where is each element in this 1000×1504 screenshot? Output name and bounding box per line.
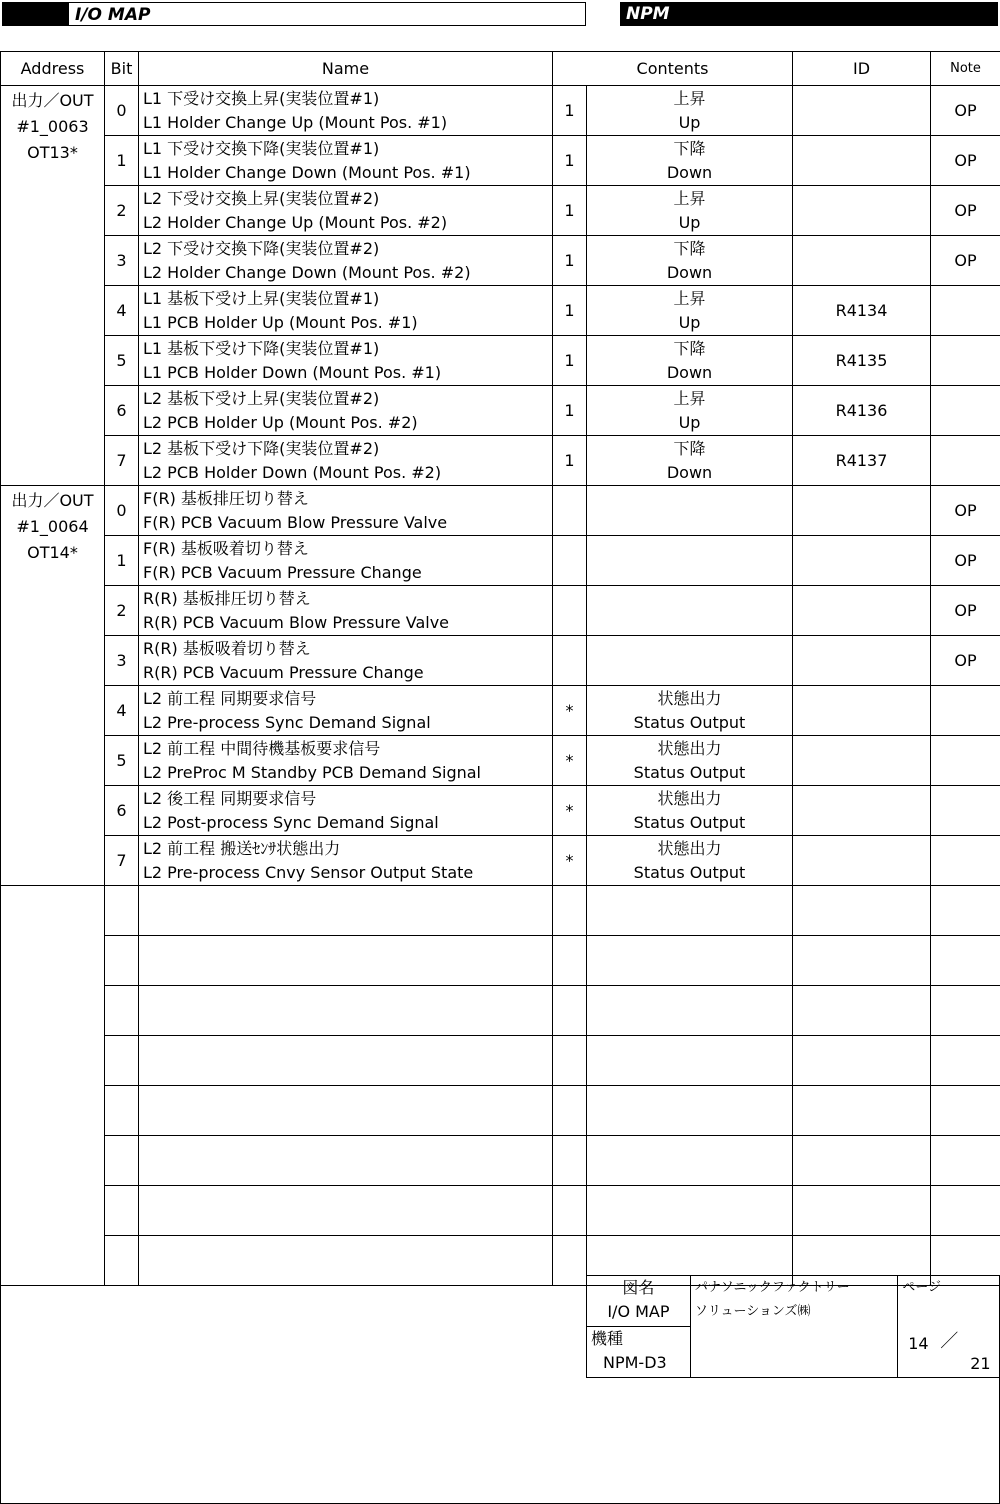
contents-cell [587, 186, 793, 236]
name-cell [139, 286, 553, 336]
name-cell [139, 786, 553, 836]
io-map-table [0, 51, 1000, 1286]
name-en: L2 Holder Change Down (Mount Pos. #2) [143, 262, 471, 282]
empty-cell [793, 986, 931, 1036]
id-cell [793, 836, 931, 886]
table-row [1, 736, 1000, 786]
contents-en: Up [678, 112, 701, 132]
contents-flag-cell [553, 636, 587, 686]
contents-flag-cell: 1 [553, 336, 587, 386]
contents-en: Status Output [633, 762, 746, 782]
bit-cell: 2 [105, 586, 139, 636]
id-cell [793, 686, 931, 736]
contents-flag-cell: 1 [553, 286, 587, 336]
id-cell: R4136 [793, 386, 931, 436]
name-en: R(R) PCB Vacuum Blow Pressure Valve [143, 612, 449, 632]
col-header-name: Name [139, 52, 553, 86]
bit-cell: 3 [105, 636, 139, 686]
name-en: L2 Holder Change Up (Mount Pos. #2) [143, 212, 448, 232]
col-header-id: ID [793, 52, 931, 86]
empty-cell [553, 1186, 587, 1236]
table-row [1, 786, 1000, 836]
name-jp: L2 基板下受け上昇(実装位置#2) [143, 388, 380, 408]
contents-jp: 状態出力 [657, 838, 722, 858]
contents-en: Status Output [633, 712, 746, 732]
note-cell: OP [931, 136, 1000, 186]
empty-cell [931, 1186, 1000, 1236]
name-jp: R(R) 基板吸着切り替え [143, 638, 311, 658]
empty-cell [587, 1086, 793, 1136]
contents-jp: 状態出力 [657, 688, 722, 708]
contents-jp: 上昇 [673, 188, 706, 208]
name-cell [139, 436, 553, 486]
empty-cell [587, 1036, 793, 1086]
address-line: #1_0064 [16, 517, 89, 536]
contents-flag-cell: 1 [553, 236, 587, 286]
contents-jp: 状態出力 [657, 738, 722, 758]
npm-header-bar [620, 2, 998, 26]
empty-cell [139, 1136, 553, 1186]
io-map-header-bar [2, 2, 586, 26]
bit-cell: 6 [105, 786, 139, 836]
contents-flag-cell: * [553, 686, 587, 736]
table-row [1, 486, 1000, 536]
name-cell [139, 186, 553, 236]
empty-cell [139, 1036, 553, 1086]
address-line: OT14* [27, 543, 78, 562]
name-en: L2 PCB Holder Down (Mount Pos. #2) [143, 462, 442, 482]
note-cell [931, 336, 1000, 386]
name-en: L1 Holder Change Down (Mount Pos. #1) [143, 162, 471, 182]
contents-en: Status Output [633, 812, 746, 832]
note-cell [931, 736, 1000, 786]
page-total: 21 [970, 1354, 991, 1373]
table-row [1, 636, 1000, 686]
name-cell [139, 86, 553, 136]
name-en: L2 PCB Holder Up (Mount Pos. #2) [143, 412, 418, 432]
contents-jp: 下降 [673, 238, 706, 258]
empty-cell [139, 936, 553, 986]
address-line: OT13* [27, 143, 78, 162]
name-jp: R(R) 基板排圧切り替え [143, 588, 311, 608]
id-cell: R4135 [793, 336, 931, 386]
contents-jp: 下降 [673, 138, 706, 158]
drawing-name: I/O MAP [607, 1302, 670, 1321]
name-cell [139, 386, 553, 436]
empty-cell [587, 986, 793, 1036]
empty-cell [553, 1036, 587, 1086]
empty-cell [105, 1086, 139, 1136]
id-cell [793, 536, 931, 586]
table-row [1, 186, 1000, 236]
model-cell [587, 1327, 691, 1378]
table-row [1, 536, 1000, 586]
page-label: ページ [902, 1280, 941, 1295]
contents-flag-cell [553, 586, 587, 636]
name-cell [139, 536, 553, 586]
name-cell [139, 686, 553, 736]
contents-jp: 状態出力 [657, 788, 722, 808]
empty-cell [793, 1086, 931, 1136]
contents-cell [587, 586, 793, 636]
name-jp: L2 下受け交換下降(実装位置#2) [143, 238, 380, 258]
company-cell [690, 1276, 897, 1378]
name-en: L2 PreProc M Standby PCB Demand Signal [143, 762, 481, 782]
note-cell [931, 286, 1000, 336]
empty-table-row [1, 886, 1000, 936]
page-separator: ／ [940, 1331, 959, 1352]
header-product: NPM [626, 4, 670, 24]
note-cell [931, 786, 1000, 836]
contents-cell [587, 436, 793, 486]
name-en: L2 Pre-process Sync Demand Signal [143, 712, 431, 732]
id-cell [793, 186, 931, 236]
note-cell: OP [931, 586, 1000, 636]
bit-cell: 5 [105, 336, 139, 386]
name-cell [139, 236, 553, 286]
note-cell: OP [931, 636, 1000, 686]
name-jp: L2 下受け交換上昇(実装位置#2) [143, 188, 380, 208]
bit-cell: 4 [105, 686, 139, 736]
table-row [1, 86, 1000, 136]
empty-cell [553, 886, 587, 936]
name-en: L1 Holder Change Up (Mount Pos. #1) [143, 112, 448, 132]
company-name-line2: ソリューションズ㈱ [694, 1304, 811, 1319]
bit-cell: 4 [105, 286, 139, 336]
contents-en: Down [666, 262, 713, 282]
bit-cell: 5 [105, 736, 139, 786]
note-cell [931, 836, 1000, 886]
empty-cell [931, 1136, 1000, 1186]
id-cell: R4134 [793, 286, 931, 336]
table-row [1, 336, 1000, 386]
contents-flag-cell: 1 [553, 186, 587, 236]
address-cell [1, 486, 105, 886]
address-line: #1_0063 [16, 117, 89, 136]
contents-flag-cell: 1 [553, 386, 587, 436]
contents-en: Status Output [633, 862, 746, 882]
name-en: R(R) PCB Vacuum Pressure Change [143, 662, 424, 682]
empty-table-row [1, 936, 1000, 986]
bit-cell: 6 [105, 386, 139, 436]
table-row [1, 836, 1000, 886]
col-header-note: Note [931, 52, 1000, 86]
name-jp: F(R) 基板吸着切り替え [143, 538, 309, 558]
empty-cell [587, 1136, 793, 1186]
empty-cell [553, 986, 587, 1036]
empty-cell [793, 1036, 931, 1086]
id-cell: R4137 [793, 436, 931, 486]
name-cell [139, 836, 553, 886]
id-cell [793, 786, 931, 836]
empty-cell [931, 986, 1000, 1036]
model-name: NPM-D3 [603, 1353, 667, 1372]
contents-jp: 下降 [673, 438, 706, 458]
contents-flag-cell: * [553, 786, 587, 836]
empty-cell [587, 936, 793, 986]
page-current: 14 [908, 1334, 929, 1353]
header-title: I/O MAP [75, 5, 151, 25]
table-row [1, 436, 1000, 486]
empty-cell [793, 1186, 931, 1236]
name-jp: L2 前工程 中間待機基板要求信号 [143, 738, 381, 758]
contents-flag-cell [553, 486, 587, 536]
company-name-line1: パナソニックファクトリー [694, 1280, 850, 1295]
contents-cell [587, 236, 793, 286]
contents-en: Up [678, 212, 701, 232]
contents-cell [587, 386, 793, 436]
empty-cell [587, 886, 793, 936]
bit-cell: 1 [105, 136, 139, 186]
footer-area [0, 1276, 1000, 1504]
empty-cell [139, 986, 553, 1036]
id-cell [793, 736, 931, 786]
name-jp: L2 基板下受け下降(実装位置#2) [143, 438, 380, 458]
contents-flag-cell: 1 [553, 136, 587, 186]
name-cell [139, 636, 553, 686]
contents-cell [587, 336, 793, 386]
table-row [1, 386, 1000, 436]
address-line: 出力／OUT [11, 91, 94, 110]
empty-table-row [1, 1086, 1000, 1136]
contents-jp: 上昇 [673, 88, 706, 108]
empty-cell [105, 886, 139, 936]
name-cell [139, 586, 553, 636]
contents-cell [587, 786, 793, 836]
empty-table-row [1, 1036, 1000, 1086]
note-cell: OP [931, 536, 1000, 586]
name-jp: F(R) 基板排圧切り替え [143, 488, 309, 508]
table-row [1, 586, 1000, 636]
col-header-bit: Bit [105, 52, 139, 86]
name-en: L2 Pre-process Cnvy Sensor Output State [143, 862, 474, 882]
name-cell [139, 486, 553, 536]
note-cell [931, 386, 1000, 436]
contents-cell [587, 536, 793, 586]
name-cell [139, 336, 553, 386]
note-cell: OP [931, 236, 1000, 286]
bit-cell: 3 [105, 236, 139, 286]
contents-flag-cell: 1 [553, 86, 587, 136]
name-en: F(R) PCB Vacuum Blow Pressure Valve [143, 512, 448, 532]
contents-cell [587, 636, 793, 686]
name-cell [139, 736, 553, 786]
contents-jp: 下降 [673, 338, 706, 358]
contents-cell [587, 686, 793, 736]
name-jp: L2 前工程 搬送ｾﾝｻ状態出力 [143, 838, 341, 858]
col-header-contents: Contents [553, 52, 793, 86]
empty-cell [105, 936, 139, 986]
empty-cell [105, 986, 139, 1036]
empty-cell [105, 1036, 139, 1086]
empty-cell [793, 1136, 931, 1186]
contents-jp: 上昇 [673, 288, 706, 308]
name-cell [139, 136, 553, 186]
contents-en: Down [666, 362, 713, 382]
contents-cell [587, 86, 793, 136]
contents-flag-cell: 1 [553, 436, 587, 486]
drawing-name-label: 図名 [622, 1278, 655, 1297]
empty-cell [931, 1036, 1000, 1086]
name-jp: L2 前工程 同期要求信号 [143, 688, 317, 708]
empty-cell [553, 1136, 587, 1186]
table-row [1, 136, 1000, 186]
bit-cell: 0 [105, 486, 139, 536]
name-jp: L1 下受け交換下降(実装位置#1) [143, 138, 380, 158]
bit-cell: 7 [105, 836, 139, 886]
address-line: 出力／OUT [11, 491, 94, 510]
name-jp: L2 後工程 同期要求信号 [143, 788, 317, 808]
table-header-row [1, 52, 1000, 86]
bit-cell: 7 [105, 436, 139, 486]
bit-cell: 1 [105, 536, 139, 586]
contents-cell [587, 486, 793, 536]
empty-cell [553, 1086, 587, 1136]
empty-cell [931, 886, 1000, 936]
empty-table-row [1, 1186, 1000, 1236]
empty-cell [793, 886, 931, 936]
empty-cell [105, 1186, 139, 1236]
address-cell [1, 86, 105, 486]
note-cell: OP [931, 186, 1000, 236]
header-black-fill [3, 3, 69, 25]
note-cell [931, 686, 1000, 736]
bit-cell: 0 [105, 86, 139, 136]
name-jp: L1 基板下受け下降(実装位置#1) [143, 338, 380, 358]
note-cell: OP [931, 86, 1000, 136]
empty-cell [931, 936, 1000, 986]
address-cell [1, 886, 105, 1286]
name-en: F(R) PCB Vacuum Pressure Change [143, 562, 422, 582]
empty-cell [139, 886, 553, 936]
id-cell [793, 136, 931, 186]
name-jp: L1 基板下受け上昇(実装位置#1) [143, 288, 380, 308]
title-block [586, 1275, 1000, 1378]
id-cell [793, 586, 931, 636]
contents-en: Down [666, 462, 713, 482]
name-jp: L1 下受け交換上昇(実装位置#1) [143, 88, 380, 108]
contents-cell [587, 836, 793, 886]
contents-en: Down [666, 162, 713, 182]
model-label: 機種 [591, 1329, 624, 1348]
drawing-name-cell [587, 1276, 691, 1327]
id-cell [793, 236, 931, 286]
contents-cell [587, 286, 793, 336]
page-cell [898, 1276, 1000, 1378]
col-header-address: Address [1, 52, 105, 86]
empty-table-row [1, 1136, 1000, 1186]
id-cell [793, 86, 931, 136]
bit-cell: 2 [105, 186, 139, 236]
name-en: L1 PCB Holder Down (Mount Pos. #1) [143, 362, 442, 382]
contents-flag-cell [553, 536, 587, 586]
contents-en: Up [678, 312, 701, 332]
contents-flag-cell: * [553, 736, 587, 786]
empty-cell [587, 1186, 793, 1236]
empty-cell [553, 936, 587, 986]
note-cell: OP [931, 486, 1000, 536]
table-row [1, 286, 1000, 336]
name-en: L2 Post-process Sync Demand Signal [143, 812, 439, 832]
contents-cell [587, 136, 793, 186]
table-row [1, 686, 1000, 736]
note-cell [931, 436, 1000, 486]
table-row [1, 236, 1000, 286]
empty-cell [139, 1186, 553, 1236]
id-cell [793, 486, 931, 536]
contents-cell [587, 736, 793, 786]
empty-cell [105, 1136, 139, 1186]
contents-flag-cell: * [553, 836, 587, 886]
empty-table-row [1, 986, 1000, 1036]
empty-cell [931, 1086, 1000, 1136]
empty-cell [793, 936, 931, 986]
name-en: L1 PCB Holder Up (Mount Pos. #1) [143, 312, 418, 332]
contents-jp: 上昇 [673, 388, 706, 408]
empty-cell [139, 1086, 553, 1136]
id-cell [793, 636, 931, 686]
contents-en: Up [678, 412, 701, 432]
